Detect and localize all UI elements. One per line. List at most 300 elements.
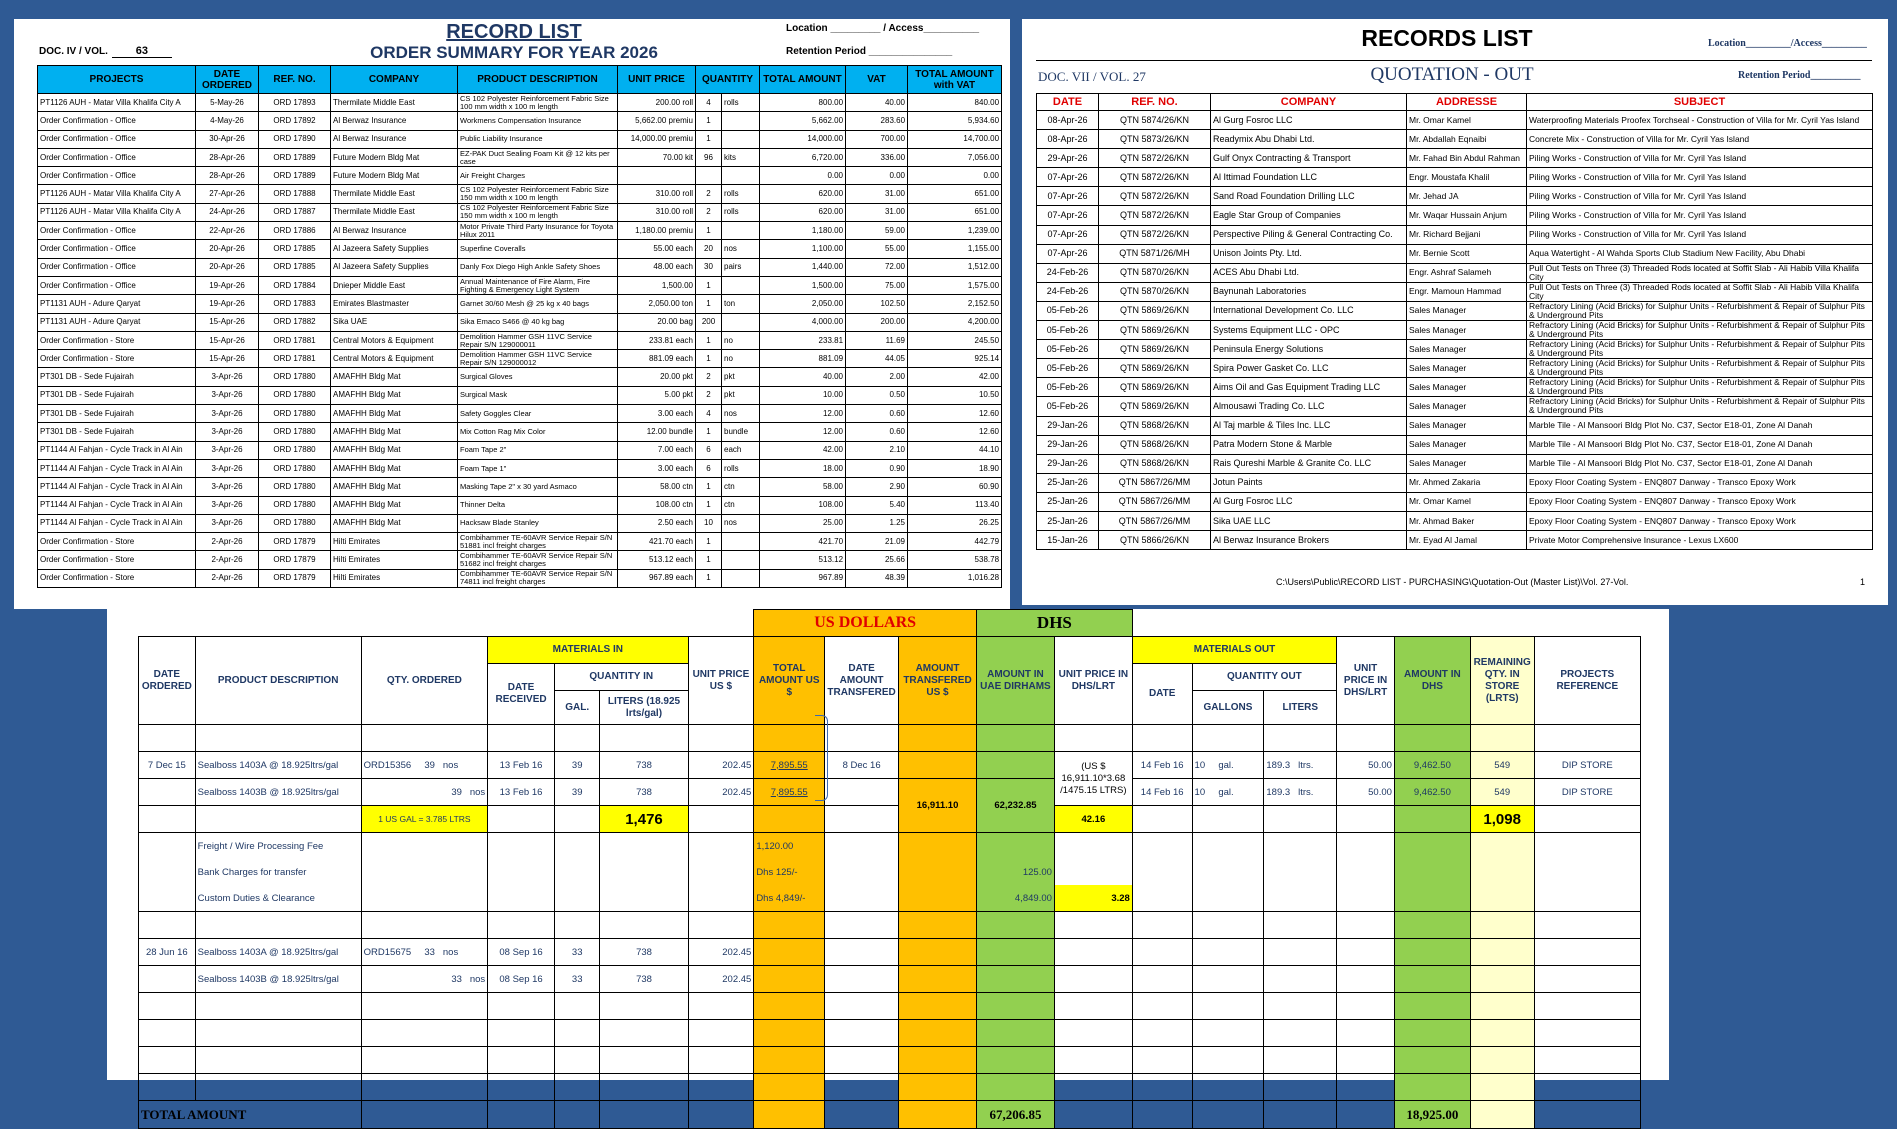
cell-remaining: 549 [1470, 779, 1534, 806]
table-cell: 5.40 [846, 496, 908, 514]
table-cell: Order Confirmation - Store [38, 533, 196, 551]
table-cell: 18.90 [908, 459, 1002, 477]
table-cell: 4-May-26 [196, 112, 259, 130]
table-row [1037, 187, 1873, 206]
table-cell: Sales Manager [1407, 340, 1527, 359]
cell-date-ordered: 28 Jun 16 [139, 939, 196, 966]
table-cell: 05-Feb-26 [1037, 397, 1099, 416]
table-cell: 2.00 [846, 368, 908, 386]
table-row [1037, 340, 1873, 359]
table-cell: Mix Cotton Rag Mix Color [458, 423, 618, 441]
table-cell: 2.50 each [618, 514, 696, 532]
table-cell: Piling Works - Construction of Villa for Mr. Cyril Yas Island [1527, 168, 1873, 187]
table-cell: 881.09 [760, 350, 846, 368]
table-cell: PT1126 AUH - Matar Villa Khalifa City A [38, 185, 196, 203]
table-cell: 12.60 [908, 405, 1002, 423]
total-dhs: 18,925.00 [1394, 1101, 1470, 1129]
col-amount-transfered-usd: AMOUNT TRANSFERED US $ [899, 637, 977, 725]
table-cell: 15-Apr-26 [196, 313, 259, 331]
table-cell: 421.70 each [618, 533, 696, 551]
table-cell: rolls [722, 459, 760, 477]
table-cell [722, 222, 760, 240]
table-row [38, 569, 1002, 587]
table-row [1037, 511, 1873, 530]
table-cell: Pull Out Tests on Three (3) Threaded Rods located at Soffit Slab - Ali Habib Villa Khalifa City [1527, 282, 1873, 301]
table-cell: 925.14 [908, 350, 1002, 368]
table-cell: 20.00 bag [618, 313, 696, 331]
table-cell: 2 [696, 203, 722, 221]
table-cell: 25-Jan-26 [1037, 473, 1099, 492]
table-cell: QTN 5867/26/MM [1099, 473, 1211, 492]
table-cell: 05-Feb-26 [1037, 301, 1099, 320]
table-cell: QTN 5866/26/KN [1099, 531, 1211, 550]
table-cell: 08-Apr-26 [1037, 130, 1099, 149]
table-cell: 3-Apr-26 [196, 405, 259, 423]
table-cell: 20-Apr-26 [196, 258, 259, 276]
col-amount-in-dhs: AMOUNT IN DHS [1394, 637, 1470, 725]
table-cell: 5-May-26 [196, 94, 259, 112]
table-cell: International Development Co. LLC [1211, 301, 1407, 320]
table-cell: ORD 17879 [259, 551, 331, 569]
table-cell: 5,662.00 premiu [618, 112, 696, 130]
table-cell: Mr. Omar Kamel [1407, 492, 1527, 511]
conversion-note: 1 US GAL = 3.785 LTRS [361, 806, 488, 833]
cell-product: Sealboss 1403B @ 18.925ltrs/gal [195, 779, 361, 806]
table-row [38, 112, 1002, 130]
table-cell: Mr. Eyad Al Jamal [1407, 531, 1527, 550]
table-cell [722, 167, 760, 185]
table-cell: ORD 17887 [259, 203, 331, 221]
table-cell: PT1144 Al Fahjan - Cycle Track in Al Ain [38, 514, 196, 532]
unit-price-dhs-lrt-value: 42.16 [1054, 806, 1132, 833]
table-row [1037, 282, 1873, 301]
doc-volume-label: DOC. IV / VOL. 63 [39, 45, 172, 58]
table-cell: 10 [696, 514, 722, 532]
table-cell: 75.00 [846, 276, 908, 294]
table-cell: 2 [696, 368, 722, 386]
table-cell [722, 551, 760, 569]
col-header: COMPANY [331, 66, 458, 94]
table-cell: Surgical Mask [458, 386, 618, 404]
cell-total-amount: 7,895.55 [754, 779, 825, 806]
table-cell: Future Modern Bldg Mat [331, 148, 458, 166]
table-cell: Future Modern Bldg Mat [331, 167, 458, 185]
table-cell: ORD 17889 [259, 148, 331, 166]
table-cell: 28-Apr-26 [196, 148, 259, 166]
table-row [38, 130, 1002, 148]
table-cell: Air Freight Charges [458, 167, 618, 185]
cell-product: Sealboss 1403B @ 18.925ltrs/gal [195, 966, 361, 993]
table-cell: 1,016.28 [908, 569, 1002, 587]
table-cell: ORD 17879 [259, 533, 331, 551]
table-cell: Central Motors & Equipment [331, 350, 458, 368]
table-row [38, 496, 1002, 514]
custom-duties-label: Custom Duties & Clearance [195, 885, 361, 912]
table-cell [722, 112, 760, 130]
table-cell: Annual Maintenance of Fire Alarm, Fire Fighting & Emergency Light System [458, 276, 618, 294]
table-cell: 108.00 ctn [618, 496, 696, 514]
table-row [1037, 111, 1873, 130]
table-cell: Al Berwaz Insurance Brokers [1211, 531, 1407, 550]
cell-project-ref: DIP STORE [1534, 779, 1640, 806]
table-cell: Readymix Abu Dhabi Ltd. [1211, 130, 1407, 149]
table-cell: Order Confirmation - Store [38, 350, 196, 368]
table-cell: 0.90 [846, 459, 908, 477]
table-cell: Refractory Lining (Acid Bricks) for Sulphur Units - Refurbishment & Repair of Sulphur Pits & Underground Pits [1527, 301, 1873, 320]
table-cell: Marble Tile - Al Mansoori Bldg Plot No. C37, Sector E18-01, Zone Al Danah [1527, 454, 1873, 473]
table-cell: Order Confirmation - Store [38, 569, 196, 587]
order-summary-sheet [14, 19, 1010, 609]
table-cell: Rais Qureshi Marble & Granite Co. LLC [1211, 454, 1407, 473]
table-cell: Emirates Blastmaster [331, 295, 458, 313]
retention-period-field: Retention Period _______________ [786, 46, 953, 57]
table-cell: ton [722, 295, 760, 313]
table-row [1037, 301, 1873, 320]
ledger-row [139, 939, 1641, 966]
quotation-out-sheet [1022, 19, 1888, 605]
table-cell: Order Confirmation - Office [38, 148, 196, 166]
table-cell: 233.81 [760, 331, 846, 349]
table-cell: Pull Out Tests on Three (3) Threaded Rods located at Soffit Slab - Ali Habib Villa Khalifa City [1527, 263, 1873, 282]
location-access-field: Location _________ / Access__________ [786, 23, 980, 34]
table-cell: bundle [722, 423, 760, 441]
table-cell: Mr. Fahad Bin Abdul Rahman [1407, 149, 1527, 168]
table-cell: AMAFHH Bldg Mat [331, 478, 458, 496]
table-cell: 1 [696, 295, 722, 313]
table-cell: Hilti Emirates [331, 533, 458, 551]
table-cell: Hacksaw Blade Stanley [458, 514, 618, 532]
table-cell: 28-Apr-26 [196, 167, 259, 185]
col-gal: GAL. [554, 691, 600, 725]
table-cell: AMAFHH Bldg Mat [331, 459, 458, 477]
table-cell: ORD 17884 [259, 276, 331, 294]
table-cell: 4,000.00 [760, 313, 846, 331]
table-cell: ORD 17880 [259, 405, 331, 423]
cell-qty-ordered: ORD15675 33 nos [361, 939, 488, 966]
table-cell: Engr. Moustafa Khalil [1407, 168, 1527, 187]
table-cell: ORD 17879 [259, 569, 331, 587]
table-cell: ORD 17880 [259, 478, 331, 496]
us-dollars-banner: US DOLLARS [754, 610, 977, 637]
table-row [1037, 492, 1873, 511]
col-header: VAT [846, 66, 908, 94]
table-cell: PT301 DB - Sede Fujairah [38, 423, 196, 441]
table-cell: PT1131 AUH - Adure Qaryat [38, 313, 196, 331]
table-cell: Thermilate Middle East [331, 203, 458, 221]
table-cell: 10.00 [760, 386, 846, 404]
table-cell: QTN 5869/26/KN [1099, 378, 1211, 397]
cell-amount-transfered: 16,911.10 [899, 779, 977, 833]
table-cell: 24-Feb-26 [1037, 263, 1099, 282]
table-cell: 20-Apr-26 [196, 240, 259, 258]
table-cell: Thinner Delta [458, 496, 618, 514]
table-cell: Epoxy Floor Coating System - ENQ807 Danway - Transco Epoxy Work [1527, 473, 1873, 492]
cell-unit-price: 202.45 [688, 939, 754, 966]
table-cell: 2.10 [846, 441, 908, 459]
cell-date-transfered: 8 Dec 16 [825, 752, 899, 779]
table-cell: Danly Fox Diego High Ankle Safety Shoes [458, 258, 618, 276]
table-cell: Marble Tile - Al Mansoori Bldg Plot No. C37, Sector E18-01, Zone Al Danah [1527, 416, 1873, 435]
table-cell: ctn [722, 496, 760, 514]
table-cell: Mr. Ahmad Baker [1407, 511, 1527, 530]
table-cell: Al Berwaz Insurance [331, 112, 458, 130]
table-cell: 08-Apr-26 [1037, 111, 1099, 130]
cell-date-received: 13 Feb 16 [488, 752, 555, 779]
table-cell: Patra Modern Stone & Marble [1211, 435, 1407, 454]
table-cell: nos [722, 514, 760, 532]
table-cell: QTN 5867/26/MM [1099, 511, 1211, 530]
col-header: REF. NO. [259, 66, 331, 94]
table-cell: 60.90 [908, 478, 1002, 496]
cell-gallons: 10 gal. [1192, 779, 1264, 806]
table-cell: 44.10 [908, 441, 1002, 459]
table-cell [722, 276, 760, 294]
col-qty-ordered: QTY. ORDERED [361, 637, 488, 725]
cell-remaining: 549 [1470, 752, 1534, 779]
table-cell: 200 [696, 313, 722, 331]
table-cell: 336.00 [846, 148, 908, 166]
table-cell: ORD 17890 [259, 130, 331, 148]
total-dirhams: 67,206.85 [976, 1101, 1054, 1129]
quantity-out-header: QUANTITY OUT [1192, 664, 1337, 691]
table-cell: Surgical Gloves [458, 368, 618, 386]
doc-volume-value: 63 [112, 45, 172, 58]
table-cell: QTN 5868/26/KN [1099, 416, 1211, 435]
table-cell: pairs [722, 258, 760, 276]
table-row [1037, 531, 1873, 550]
table-cell: Foam Tape 2" [458, 441, 618, 459]
cell-gallons: 10 gal. [1192, 752, 1264, 779]
table-cell: Piling Works - Construction of Villa for Mr. Cyril Yas Island [1527, 187, 1873, 206]
col-header: PROJECTS [38, 66, 196, 94]
col-product-description: PRODUCT DESCRIPTION [195, 637, 361, 725]
table-cell: Demolition Hammer GSH 11VC Service Repair S/N 129000011 [458, 331, 618, 349]
cell-unit-price-formula: (US $ 16,911.10*3.68 /1475.15 LTRS) [1054, 752, 1132, 806]
table-cell: AMAFHH Bldg Mat [331, 423, 458, 441]
cell-unit-price: 202.45 [688, 966, 754, 993]
cell-qty-ordered: 33 nos [361, 966, 488, 993]
table-cell: Order Confirmation - Store [38, 331, 196, 349]
table-cell: 58.00 [760, 478, 846, 496]
records-list-title: RECORDS LIST [1361, 25, 1533, 51]
table-cell: Combihammer TE-60AVR Service Repair S/N 51881 incl freight charges [458, 533, 618, 551]
table-cell: QTN 5874/26/KN [1099, 111, 1211, 130]
table-cell: 513.12 [760, 551, 846, 569]
table-cell: QTN 5872/26/KN [1099, 187, 1211, 206]
table-cell: QTN 5872/26/KN [1099, 149, 1211, 168]
table-cell: ORD 17889 [259, 167, 331, 185]
table-cell: 651.00 [908, 185, 1002, 203]
col-liters-out: LITERS [1264, 691, 1337, 725]
table-cell: ORD 17880 [259, 459, 331, 477]
table-cell: 1,180.00 [760, 222, 846, 240]
cell-amount-transfered [899, 752, 977, 779]
table-cell: 113.40 [908, 496, 1002, 514]
table-cell: 31.00 [846, 185, 908, 203]
table-cell: QTN 5869/26/KN [1099, 359, 1211, 378]
custom-duties-unit-price: 3.28 [1054, 885, 1132, 912]
table-cell: 7.00 each [618, 441, 696, 459]
table-cell: Engr. Ashraf Salameh [1407, 263, 1527, 282]
table-cell: Workmens Compensation Insurance [458, 112, 618, 130]
table-cell: 4 [696, 405, 722, 423]
table-cell: ORD 17886 [259, 222, 331, 240]
table-cell: 1,155.00 [908, 240, 1002, 258]
table-cell: Sales Manager [1407, 397, 1527, 416]
col-unit-price-in-dhs: UNIT PRICE IN DHS/LRT [1337, 637, 1395, 725]
table-cell: Jotun Paints [1211, 473, 1407, 492]
table-cell: 1,512.00 [908, 258, 1002, 276]
table-cell: Mr. Waqar Hussain Anjum [1407, 206, 1527, 225]
table-cell: QTN 5870/26/KN [1099, 282, 1211, 301]
table-cell: 7,056.00 [908, 148, 1002, 166]
table-cell: ORD 17885 [259, 240, 331, 258]
cell-date-received: 08 Sep 16 [488, 966, 555, 993]
table-cell: 840.00 [908, 94, 1002, 112]
table-cell: Refractory Lining (Acid Bricks) for Sulphur Units - Refurbishment & Repair of Sulphur Pits & Underground Pits [1527, 378, 1873, 397]
table-row [1037, 244, 1873, 263]
page-number: 1 [1860, 577, 1866, 587]
materials-ledger-sheet [107, 609, 1669, 1122]
table-cell: ORD 17881 [259, 331, 331, 349]
table-cell: 29-Apr-26 [1037, 149, 1099, 168]
bank-charges-label: Bank Charges for transfer [195, 859, 361, 885]
cell-unit-price: 202.45 [688, 779, 754, 806]
table-cell: Order Confirmation - Office [38, 276, 196, 294]
table-cell: 0.60 [846, 423, 908, 441]
order-summary-table [37, 65, 1002, 588]
table-row [1037, 263, 1873, 282]
table-row [1037, 378, 1873, 397]
table-row [38, 258, 1002, 276]
table-cell: Foam Tape 1" [458, 459, 618, 477]
ledger-row [139, 885, 1641, 912]
table-cell: 2,050.00 [760, 295, 846, 313]
table-cell: 2 [696, 185, 722, 203]
table-cell: PT1144 Al Fahjan - Cycle Track in Al Ain [38, 459, 196, 477]
table-cell: Sika UAE LLC [1211, 511, 1407, 530]
table-row [1037, 149, 1873, 168]
doc-volume-label: DOC. VII / VOL. 27 [1038, 69, 1146, 84]
custom-duties-amount: Dhs 4,849/- [754, 885, 825, 912]
table-row [38, 276, 1002, 294]
col-header: DATE [1037, 94, 1099, 111]
table-cell: 12.00 [760, 405, 846, 423]
table-cell: Mr. Ahmed Zakaria [1407, 473, 1527, 492]
table-cell: 2-Apr-26 [196, 551, 259, 569]
table-cell: 12.00 bundle [618, 423, 696, 441]
table-cell: 22-Apr-26 [196, 222, 259, 240]
table-cell: 25.00 [760, 514, 846, 532]
table-cell: ORD 17880 [259, 496, 331, 514]
table-cell: 421.70 [760, 533, 846, 551]
table-cell: AMAFHH Bldg Mat [331, 368, 458, 386]
table-cell: 0.00 [846, 167, 908, 185]
table-cell: PT1144 Al Fahjan - Cycle Track in Al Ain [38, 478, 196, 496]
table-cell: 1,500.00 [760, 276, 846, 294]
table-cell [722, 569, 760, 587]
dhs-banner: DHS [976, 610, 1132, 637]
table-cell: CS 102 Polyester Reinforcement Fabric Size 150 mm width x 100 m length [458, 185, 618, 203]
quantity-in-header: QUANTITY IN [554, 664, 688, 691]
ledger-total-row [139, 1101, 1641, 1129]
table-cell: 1,440.00 [760, 258, 846, 276]
cell-project-ref: DIP STORE [1534, 752, 1640, 779]
table-cell: Almousawi Trading Co. LLC [1211, 397, 1407, 416]
table-cell: Piling Works - Construction of Villa for Mr. Cyril Yas Island [1527, 206, 1873, 225]
cell-unit-price: 202.45 [688, 752, 754, 779]
table-cell: 07-Apr-26 [1037, 206, 1099, 225]
total-amount-label: TOTAL AMOUNT [139, 1101, 362, 1129]
table-row [38, 203, 1002, 221]
table-cell: Al Berwaz Insurance [331, 222, 458, 240]
table-cell: Thermilate Middle East [331, 185, 458, 203]
table-cell: EZ-PAK Duct Sealing Foam Kit @ 12 kits per case [458, 148, 618, 166]
materials-ledger-table [138, 609, 1641, 1129]
table-cell: 200.00 roll [618, 94, 696, 112]
cell-amount-dirhams: 62,232.85 [976, 779, 1054, 833]
table-cell: Aqua Watertight - Al Wahda Sports Club Stadium New Facility, Abu Dhabi [1527, 244, 1873, 263]
table-row [38, 551, 1002, 569]
table-cell: Eagle Star Group of Companies [1211, 206, 1407, 225]
table-cell: QTN 5873/26/KN [1099, 130, 1211, 149]
table-cell: Epoxy Floor Coating System - ENQ807 Danway - Transco Epoxy Work [1527, 511, 1873, 530]
table-row [38, 185, 1002, 203]
col-unit-price-usd: UNIT PRICE US $ [688, 637, 754, 725]
table-cell: 1,500.00 [618, 276, 696, 294]
table-cell: 20.00 pkt [618, 368, 696, 386]
table-cell: PT301 DB - Sede Fujairah [38, 386, 196, 404]
table-cell: 283.60 [846, 112, 908, 130]
cell-liters-out: 189.3 ltrs. [1264, 779, 1337, 806]
table-cell: Demolition Hammer GSH 11VC Service Repair S/N 129000012 [458, 350, 618, 368]
table-cell: Sales Manager [1407, 416, 1527, 435]
table-cell: PT1144 Al Fahjan - Cycle Track in Al Ain [38, 441, 196, 459]
table-cell: 1 [696, 496, 722, 514]
bank-charges-dirhams: 125.00 [976, 859, 1054, 885]
table-cell: 102.50 [846, 295, 908, 313]
table-row [38, 478, 1002, 496]
table-cell: 967.89 [760, 569, 846, 587]
table-cell [618, 167, 696, 185]
table-cell: 3-Apr-26 [196, 514, 259, 532]
table-cell: 0.00 [908, 167, 1002, 185]
table-cell: 0.50 [846, 386, 908, 404]
table-cell: 20 [696, 240, 722, 258]
table-cell: 14,000.00 [760, 130, 846, 148]
table-row [38, 94, 1002, 112]
table-cell: 12.00 [760, 423, 846, 441]
table-cell: ORD 17881 [259, 350, 331, 368]
table-cell: 310.00 roll [618, 185, 696, 203]
table-cell: 29-Jan-26 [1037, 454, 1099, 473]
table-cell: Sales Manager [1407, 301, 1527, 320]
record-list-title: RECORD LIST [446, 21, 582, 43]
table-cell: ctn [722, 478, 760, 496]
table-cell: AMAFHH Bldg Mat [331, 514, 458, 532]
bank-charges-amount: Dhs 125/- [754, 859, 825, 885]
col-header: UNIT PRICE [618, 66, 696, 94]
col-date-received: DATE RECEIVED [488, 664, 555, 725]
table-cell: QTN 5869/26/KN [1099, 301, 1211, 320]
table-cell: Mr. Jehad JA [1407, 187, 1527, 206]
table-cell: 700.00 [846, 130, 908, 148]
table-cell: 1 [696, 222, 722, 240]
table-cell: Spira Power Gasket Co. LLC [1211, 359, 1407, 378]
table-cell: 1 [696, 533, 722, 551]
table-cell: 58.00 ctn [618, 478, 696, 496]
divider [1036, 60, 1872, 61]
